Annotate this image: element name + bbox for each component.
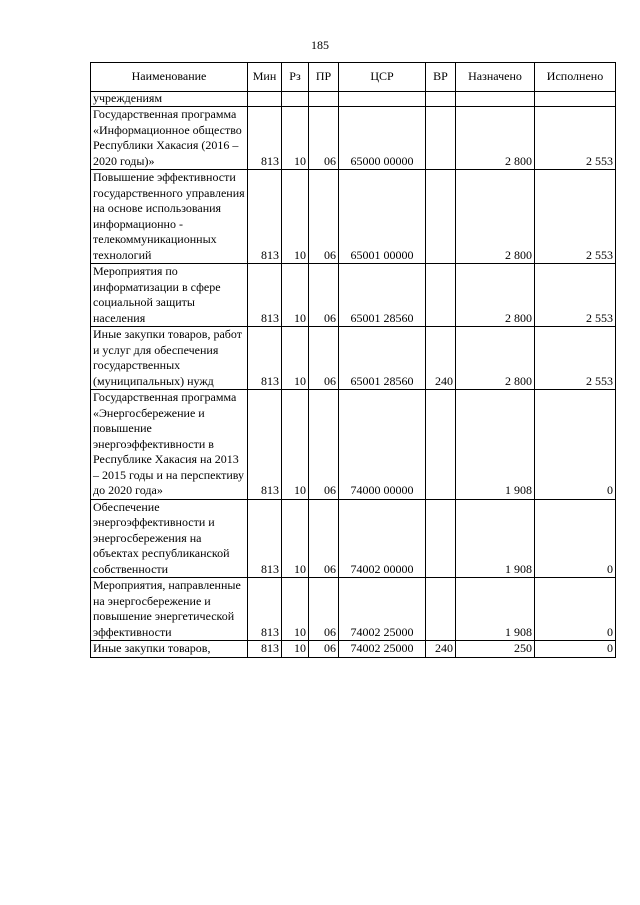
table-row [91, 107, 616, 170]
row-pr: 06 [309, 264, 339, 327]
table-row [91, 92, 616, 107]
row-rz: 10 [282, 499, 309, 578]
row-csr: 74002 00000 [339, 499, 426, 578]
row-executed: 0 [535, 390, 616, 500]
row-vr [426, 390, 456, 500]
row-name: Государственная программа «Информационное общество Республики Хакасия (2016 – 2020 годы)» [91, 107, 248, 170]
table-row [91, 327, 616, 390]
row-csr: 74000 00000 [339, 390, 426, 500]
row-pr: 06 [309, 107, 339, 170]
row-csr [339, 92, 426, 107]
row-assigned: 1 908 [456, 578, 535, 641]
header-csr: ЦСР [339, 63, 426, 92]
header-min: Мин [248, 63, 282, 92]
header-name: Наименование [91, 63, 248, 92]
row-vr [426, 92, 456, 107]
row-executed: 2 553 [535, 170, 616, 264]
header-executed: Исполнено [535, 63, 616, 92]
row-rz [282, 92, 309, 107]
row-rz: 10 [282, 107, 309, 170]
row-vr: 240 [426, 327, 456, 390]
table-row [91, 390, 616, 500]
row-csr: 65001 28560 [339, 264, 426, 327]
row-rz: 10 [282, 264, 309, 327]
row-min: 813 [248, 499, 282, 578]
row-min: 813 [248, 327, 282, 390]
row-assigned [456, 92, 535, 107]
row-rz: 10 [282, 578, 309, 641]
row-rz: 10 [282, 390, 309, 500]
row-vr [426, 264, 456, 327]
row-assigned: 250 [456, 641, 535, 658]
row-csr: 74002 25000 [339, 641, 426, 658]
header-vr: ВР [426, 63, 456, 92]
row-executed [535, 92, 616, 107]
row-name: Иные закупки товаров, работ и услуг для обеспечения государственных (муниципальных) нужд [91, 327, 248, 390]
row-rz: 10 [282, 641, 309, 658]
row-pr: 06 [309, 641, 339, 658]
row-vr [426, 499, 456, 578]
row-csr: 74002 25000 [339, 578, 426, 641]
row-executed: 2 553 [535, 327, 616, 390]
row-executed: 2 553 [535, 107, 616, 170]
row-assigned: 1 908 [456, 499, 535, 578]
row-vr [426, 170, 456, 264]
row-vr [426, 578, 456, 641]
table-row [91, 578, 616, 641]
row-vr: 240 [426, 641, 456, 658]
row-name: Мероприятия по информатизации в сфере социальной защиты населения [91, 264, 248, 327]
row-csr: 65001 00000 [339, 170, 426, 264]
row-min [248, 92, 282, 107]
row-min: 813 [248, 390, 282, 500]
row-pr: 06 [309, 327, 339, 390]
row-min: 813 [248, 170, 282, 264]
row-pr: 06 [309, 170, 339, 264]
header-rz: Рз [282, 63, 309, 92]
row-name: Государственная программа «Энергосбережение и повышение энергоэффективности в Республике Хакасия на 2013 – 2015 годы и на перспективу до 2020 года» [91, 390, 248, 500]
row-assigned: 1 908 [456, 390, 535, 500]
row-rz: 10 [282, 170, 309, 264]
table-row [91, 641, 616, 658]
row-name: Мероприятия, направленные на энергосбережение и повышение энергетической эффективности [91, 578, 248, 641]
header-pr: ПР [309, 63, 339, 92]
row-name: Повышение эффективности государственного управления на основе использования информационно - телекоммуникационных технологий [91, 170, 248, 264]
row-assigned: 2 800 [456, 327, 535, 390]
row-csr: 65001 28560 [339, 327, 426, 390]
table-row [91, 499, 616, 578]
row-min: 813 [248, 578, 282, 641]
row-executed: 0 [535, 578, 616, 641]
row-vr [426, 107, 456, 170]
row-name: Обеспечение энергоэффективности и энергосбережения на объектах республиканской собственности [91, 499, 248, 578]
table-row [91, 264, 616, 327]
header-assigned: Назначено [456, 63, 535, 92]
row-rz: 10 [282, 327, 309, 390]
row-executed: 0 [535, 641, 616, 658]
page-number: 185 [311, 38, 329, 52]
row-assigned: 2 800 [456, 264, 535, 327]
row-assigned: 2 800 [456, 170, 535, 264]
row-min: 813 [248, 641, 282, 658]
budget-table [90, 62, 616, 658]
row-csr: 65000 00000 [339, 107, 426, 170]
row-executed: 0 [535, 499, 616, 578]
row-assigned: 2 800 [456, 107, 535, 170]
row-name: Иные закупки товаров, [91, 641, 248, 658]
table-row [91, 170, 616, 264]
row-min: 813 [248, 264, 282, 327]
row-executed: 2 553 [535, 264, 616, 327]
row-pr: 06 [309, 578, 339, 641]
row-pr: 06 [309, 499, 339, 578]
row-pr: 06 [309, 390, 339, 500]
table-header-row [91, 63, 616, 92]
row-pr [309, 92, 339, 107]
row-name: учреждениям [91, 92, 248, 107]
row-min: 813 [248, 107, 282, 170]
